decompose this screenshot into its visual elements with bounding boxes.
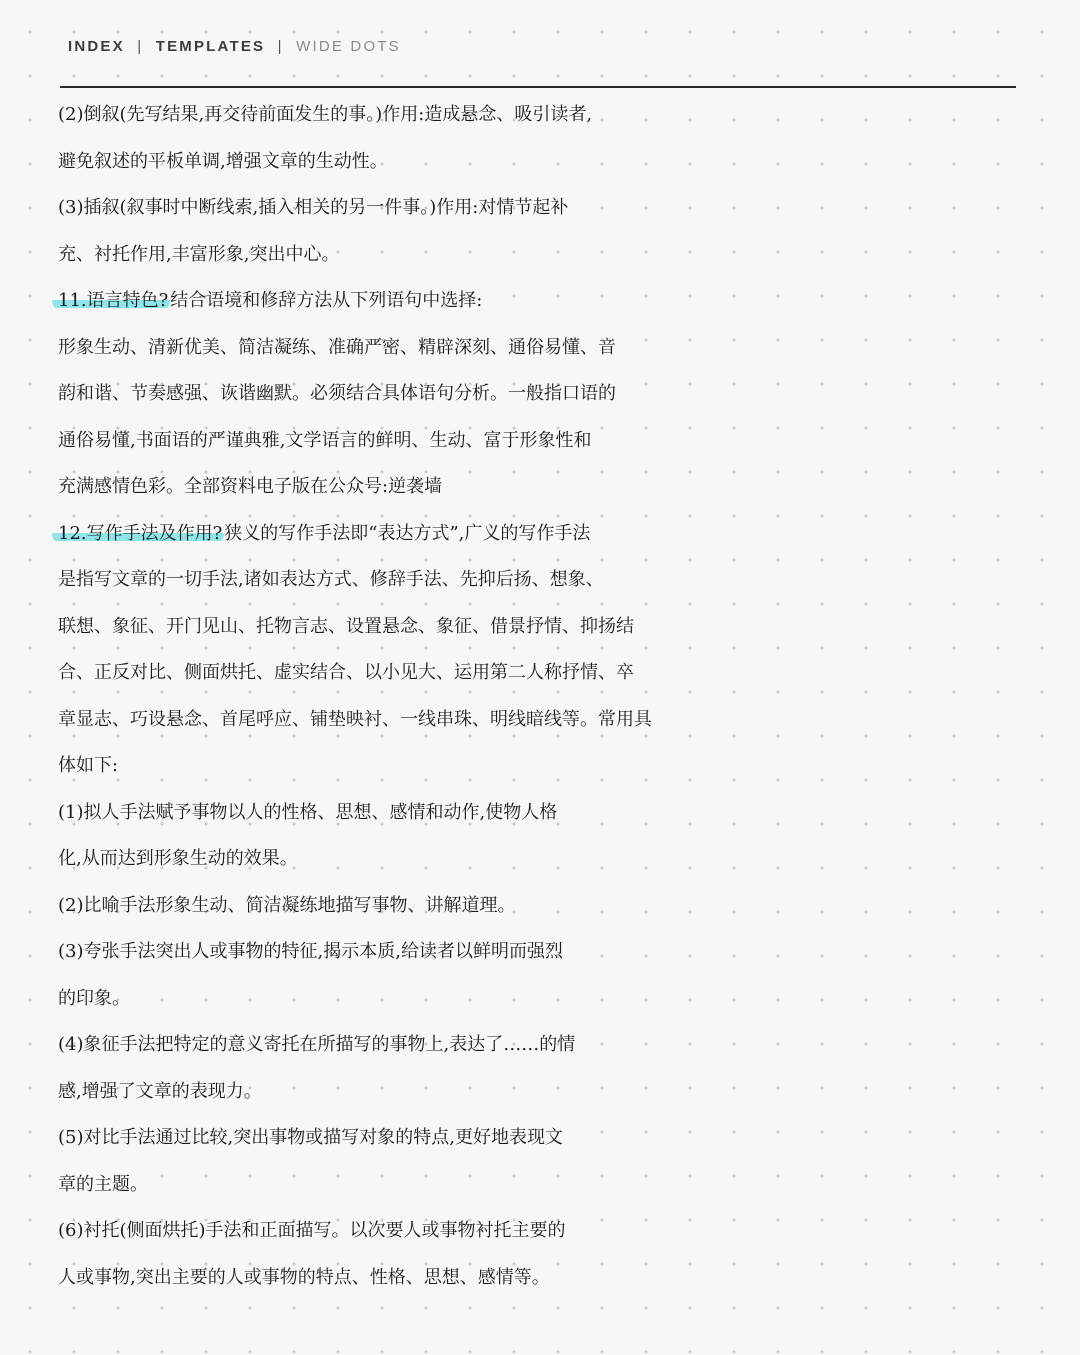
- text-line: [58, 1255, 1018, 1302]
- line-text: (1)拟人手法赋予事物以人的性格、思想、感情和动作,使物人格: [58, 801, 558, 823]
- text-line: [58, 650, 1018, 697]
- line-text: 的印象。: [58, 987, 130, 1009]
- line-text: 感,增强了文章的表现力。: [58, 1080, 262, 1102]
- line-text: 合、正反对比、侧面烘托、虚实结合、以小见大、运用第二人称抒情、卒: [58, 662, 634, 683]
- line-text: 韵和谐、节奏感强、诙谐幽默。必须结合具体语句分析。一般指口语的: [58, 383, 616, 404]
- text-line: [58, 232, 1018, 279]
- breadcrumb: [68, 38, 401, 55]
- text-line: [58, 278, 1018, 325]
- text-line: [58, 1162, 1018, 1209]
- line-text: 体如下:: [58, 755, 119, 776]
- line-text: 形象生动、清新优美、简洁凝练、准确严密、精辟深刻、通俗易懂、音: [58, 336, 616, 358]
- text-line: [58, 139, 1018, 186]
- line-text: 狭义的写作手法即“表达方式”,广义的写作手法: [224, 522, 591, 544]
- line-text: 充、衬托作用,丰富形象,突出中心。: [58, 243, 340, 265]
- text-line: [58, 92, 1018, 139]
- line-text: 人或事物,突出主要的人或事物的特点、性格、思想、感情等。: [58, 1266, 550, 1288]
- breadcrumb-index[interactable]: INDEX: [68, 38, 125, 55]
- text-line: [58, 976, 1018, 1023]
- line-text: 充满感情色彩。全部资料电子版在公众号:逆袭墙: [58, 476, 443, 497]
- text-line: [58, 743, 1018, 790]
- line-text: (4)象征手法把特定的意义寄托在所描写的事物上,表达了……的情: [58, 1034, 576, 1055]
- text-line: [58, 1208, 1018, 1255]
- line-text: 章的主题。: [58, 1173, 148, 1195]
- highlighted-heading: 11.语言特色?: [52, 290, 170, 311]
- line-text: (2)倒叙(先写结果,再交待前面发生的事。)作用:造成悬念、吸引读者,: [58, 104, 593, 125]
- breadcrumb-separator: |: [277, 38, 284, 55]
- text-line: [58, 1069, 1018, 1116]
- line-text: 联想、象征、开门见山、托物言志、设置悬念、象征、借景抒情、抑扬结: [58, 615, 634, 637]
- text-line: [58, 883, 1018, 930]
- breadcrumb-templates[interactable]: TEMPLATES: [155, 38, 266, 55]
- line-text: 化,从而达到形象生动的效果。: [58, 848, 298, 869]
- line-text: 避免叙述的平板单调,增强文章的生动性。: [58, 150, 388, 172]
- note-body: [58, 92, 1018, 1301]
- line-text: 章显志、巧设悬念、首尾呼应、铺垫映衬、一线串珠、明线暗线等。常用具: [58, 708, 652, 730]
- line-text: 通俗易懂,书面语的严谨典雅,文学语言的鲜明、生动、富于形象性和: [58, 429, 592, 451]
- text-line: [58, 604, 1018, 651]
- line-text: (2)比喻手法形象生动、简洁凝练地描写事物、讲解道理。: [58, 894, 516, 916]
- line-text: (3)插叙(叙事时中断线索,插入相关的另一件事。)作用:对情节起补: [58, 197, 569, 218]
- text-line: [58, 697, 1018, 744]
- line-text: 结合语境和修辞方法从下列语句中选择:: [170, 290, 483, 311]
- line-text: (6)衬托(侧面烘托)手法和正面描写。以次要人或事物衬托主要的: [58, 1220, 566, 1241]
- text-line: [58, 511, 1018, 558]
- text-line: [58, 185, 1018, 232]
- breadcrumb-wide-dots: WIDE DOTS: [296, 38, 401, 55]
- text-line: [58, 790, 1018, 837]
- text-line: [58, 418, 1018, 465]
- header-divider: [60, 86, 1016, 88]
- text-line: [58, 557, 1018, 604]
- text-line: [58, 836, 1018, 883]
- line-text: (5)对比手法通过比较,突出事物或描写对象的特点,更好地表现文: [58, 1127, 563, 1148]
- text-line: [58, 929, 1018, 976]
- text-line: [58, 464, 1018, 511]
- breadcrumb-separator: |: [137, 38, 144, 55]
- text-line: [58, 371, 1018, 418]
- highlighted-heading: 12.写作手法及作用?: [52, 523, 224, 544]
- line-text: 是指写文章的一切手法,诸如表达方式、修辞手法、先抑后扬、想象、: [58, 569, 604, 590]
- text-line: [58, 1022, 1018, 1069]
- line-text: (3)夸张手法突出人或事物的特征,揭示本质,给读者以鲜明而强烈: [58, 941, 563, 962]
- text-line: [58, 325, 1018, 372]
- text-line: [58, 1115, 1018, 1162]
